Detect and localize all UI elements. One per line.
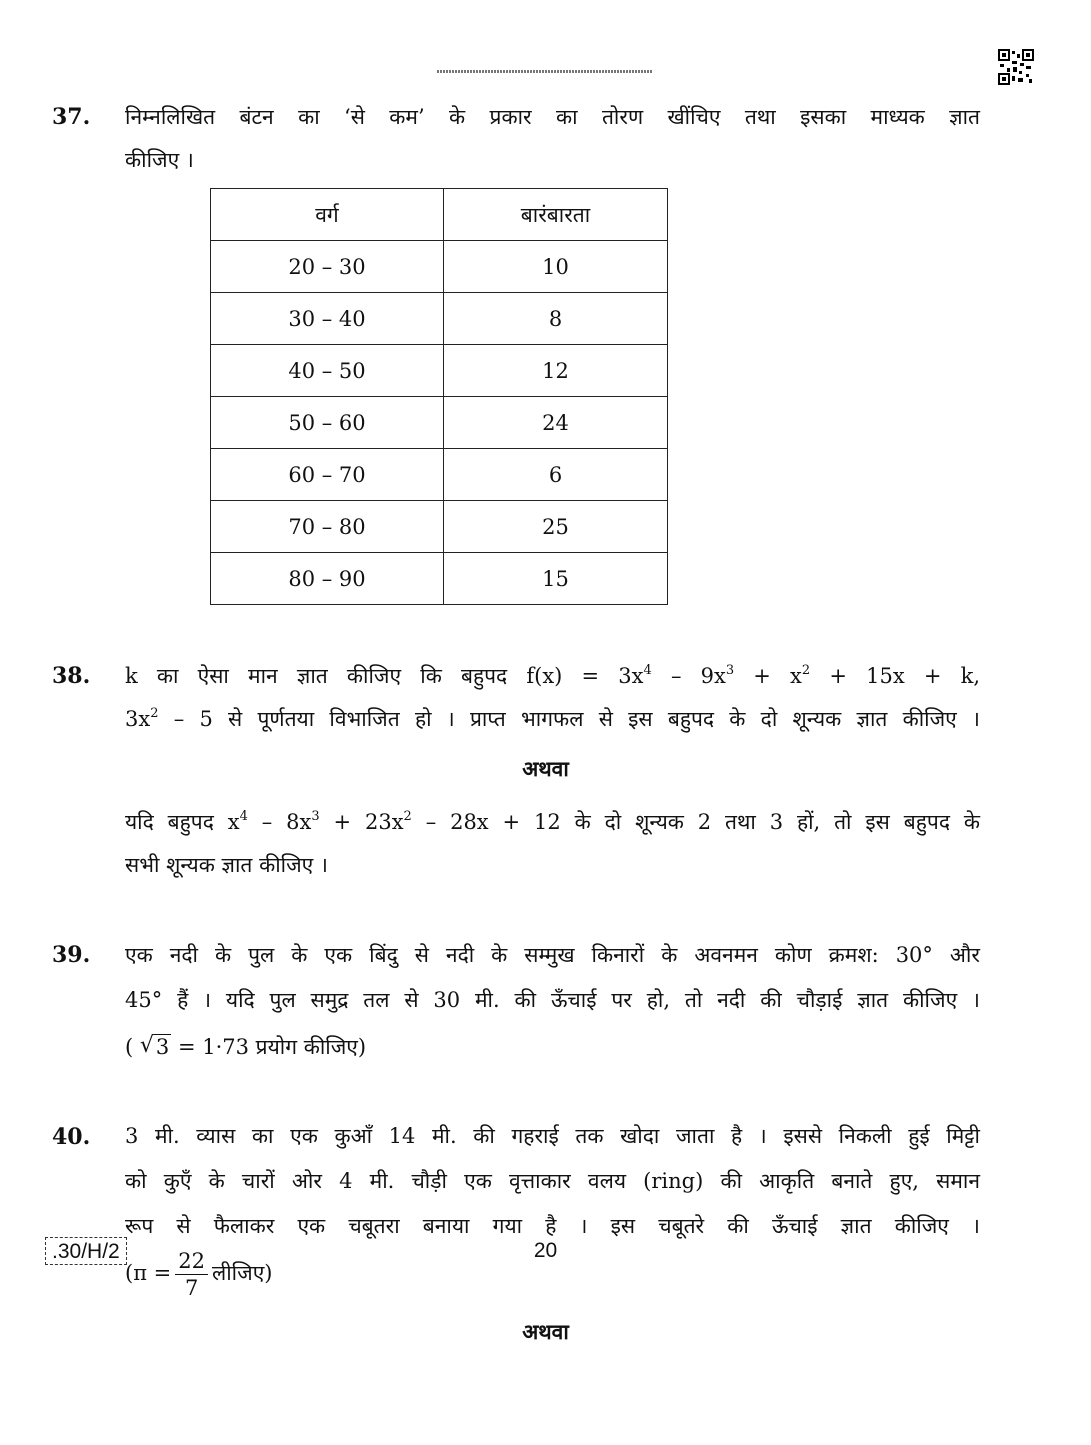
question-39-line-3	[125, 1033, 980, 1061]
q38-alt-text: – 8x	[247, 810, 312, 834]
fraction-denominator: 7	[184, 1276, 199, 1300]
question-40-line-3: रूप से फैलाकर एक चबूतरा बनाया गया है । इस चबूतरे की ऊँचाई ज्ञात कीजिए ।	[125, 1214, 980, 1238]
q38-alt-text: – 28x + 12 के दो शून्यक 2 तथा 3 हों, तो इस बहुपद के	[411, 810, 980, 834]
exponent: 4	[239, 809, 248, 824]
table-row	[211, 501, 668, 553]
frequency-table	[210, 188, 668, 605]
exponent: 4	[643, 663, 652, 678]
question-39-number: 39.	[52, 942, 91, 968]
class-interval-cell: 20 – 30	[211, 241, 444, 293]
page-number: 20	[533, 1239, 558, 1262]
question-40-line-2: को कुएँ के चारों ओर 4 मी. चौड़ी एक वृत्ताकार वलय (ring) की आकृति बनाते हुए, समान	[125, 1169, 980, 1193]
question-39-line-2: 45° हैं । यदि पुल समुद्र तल से 30 मी. की ऊँचाई पर हो, तो नदी की चौड़ाई ज्ञात कीजिए ।	[125, 988, 980, 1012]
exponent: 3	[311, 809, 320, 824]
q38-text: + 15x + k,	[810, 664, 981, 688]
q38-text: – 9x	[651, 664, 726, 688]
question-38-line-1	[125, 662, 980, 690]
table-row	[211, 241, 668, 293]
exponent: 2	[150, 706, 159, 721]
frequency-cell: 8	[444, 293, 668, 345]
or-divider-40: अथवा	[522, 1319, 569, 1344]
exponent: 2	[403, 809, 412, 824]
table-row	[211, 345, 668, 397]
table-row	[211, 449, 668, 501]
question-37-number: 37.	[52, 104, 91, 130]
frequency-header: बारंबारता	[444, 189, 668, 241]
q38-text: k का ऐसा मान ज्ञात कीजिए कि बहुपद f(x) = 3x	[125, 664, 644, 688]
q38-alt-text: यदि बहुपद x	[125, 810, 240, 834]
question-38-number: 38.	[52, 663, 91, 689]
table-row	[211, 397, 668, 449]
class-interval-cell: 80 – 90	[211, 553, 444, 605]
question-37-line-1: निम्नलिखित बंटन का ‘से कम’ के प्रकार का तोरण खींचिए तथा इसका माध्यक ज्ञात	[125, 105, 980, 129]
header-microtext	[437, 70, 652, 73]
question-37-line-2: कीजिए ।	[125, 148, 194, 172]
frequency-cell: 6	[444, 449, 668, 501]
question-40-line-1: 3 मी. व्यास का एक कुआँ 14 मी. की गहराई तक खोदा जाता है । इससे निकली हुई मिट्टी	[125, 1124, 980, 1148]
frequency-cell: 12	[444, 345, 668, 397]
q38-alt-text: + 23x	[319, 810, 404, 834]
frequency-cell: 24	[444, 397, 668, 449]
question-39-line-1: एक नदी के पुल के एक बिंदु से नदी के सम्मुख किनारों के अवनमन कोण क्रमश: 30° और	[125, 943, 980, 967]
question-40-number: 40.	[52, 1124, 91, 1150]
class-header: वर्ग	[211, 189, 444, 241]
class-interval-cell: 60 – 70	[211, 449, 444, 501]
q38-text: 3x	[125, 707, 151, 731]
frequency-cell: 15	[444, 553, 668, 605]
table-row	[211, 293, 668, 345]
frequency-cell: 10	[444, 241, 668, 293]
square-root	[140, 1035, 171, 1059]
q38-text: + x	[734, 664, 802, 688]
class-interval-cell: 50 – 60	[211, 397, 444, 449]
class-interval-cell: 70 – 80	[211, 501, 444, 553]
class-interval-cell: 40 – 50	[211, 345, 444, 397]
exponent: 3	[725, 663, 735, 678]
qr-code-icon	[998, 49, 1034, 85]
q40-text: लीजिए)	[212, 1261, 273, 1285]
table-header-row	[211, 189, 668, 241]
exponent: 2	[801, 663, 811, 678]
paper-code: .30/H/2	[45, 1237, 127, 1265]
class-interval-cell: 30 – 40	[211, 293, 444, 345]
q39-text: = 1·73 प्रयोग कीजिए)	[171, 1035, 367, 1059]
table-row	[211, 553, 668, 605]
question-38-alt-line-2: सभी शून्यक ज्ञात कीजिए ।	[125, 853, 328, 877]
radicand: 3	[155, 1035, 170, 1059]
paren-open: (	[125, 1035, 134, 1059]
question-38-alt-line-1	[125, 808, 980, 836]
radical-sign-icon: √	[139, 1033, 154, 1058]
q40-text: (π =	[125, 1261, 172, 1285]
question-38-line-2	[125, 705, 980, 733]
fraction-numerator: 22	[175, 1248, 208, 1275]
or-divider-38: अथवा	[522, 756, 569, 781]
frequency-cell: 25	[444, 501, 668, 553]
q38-text: – 5 से पूर्णतया विभाजित हो । प्राप्त भागफल से इस बहुपद के दो शून्यक ज्ञात कीजिए ।	[158, 707, 980, 731]
